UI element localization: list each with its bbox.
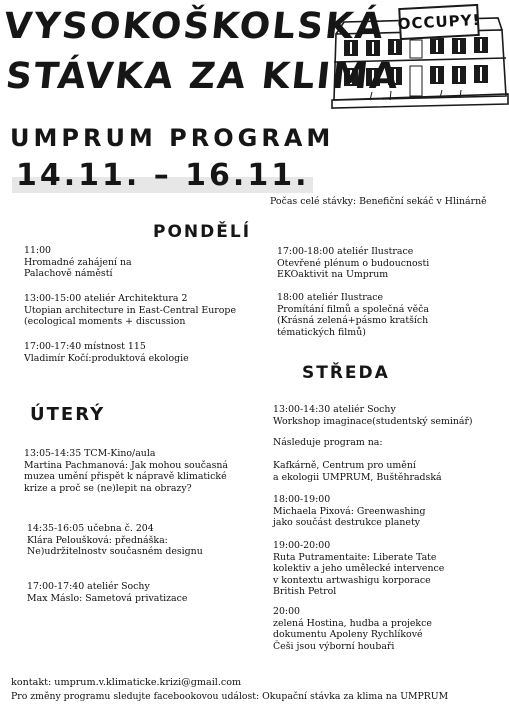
event-line: Otevřené plénum o budoucnosti xyxy=(277,257,430,269)
monday-event-1 xyxy=(24,245,132,280)
occupy-sign-text: OCCUPY! xyxy=(397,10,481,34)
program-changes-line: Pro změny programu sledujte facebookovou událost: Okupační stávka za klima na UMPRUM xyxy=(11,691,449,702)
event-line: Palachově náměstí xyxy=(24,268,113,280)
event-line: 17:00-17:40 místnost 115 xyxy=(24,341,146,352)
wednesday-event-6 xyxy=(273,606,432,652)
event-line: zelená Hostina, hudba a projekce xyxy=(273,617,432,629)
tuesday-event-2 xyxy=(27,523,203,558)
date-range-text: 14.11. – 16.11. xyxy=(12,158,313,193)
event-line: Vladimír Kočí:produktová ekologie xyxy=(24,352,189,364)
event-line: (ecological moments + discussion xyxy=(24,316,186,328)
event-line: Češi jsou výborní houbaři xyxy=(273,640,395,652)
tuesday-event-3 xyxy=(27,581,187,604)
wednesday-event-5 xyxy=(273,540,444,598)
monday-event-3 xyxy=(24,341,189,364)
event-line: 13:00-15:00 ateliér Architektura 2 xyxy=(24,293,188,304)
event-line: 18:00 ateliér Ilustrace xyxy=(277,292,384,303)
event-line: Martina Pachmanová: Jak mohou současná xyxy=(24,459,229,471)
tuesday-event-1 xyxy=(24,448,228,494)
event-line: 19:00-20:00 xyxy=(273,540,331,551)
event-line: Kafkárně, Centrum pro umění xyxy=(273,460,416,471)
title-line-3: UMPRUM PROGRAM xyxy=(10,124,335,152)
event-line: 17:00-17:40 ateliér Sochy xyxy=(27,581,150,592)
event-line: British Petrol xyxy=(273,586,337,598)
event-line: Utopian architecture in East-Central Europe xyxy=(24,304,236,316)
event-line: 11:00 xyxy=(24,245,52,256)
contact-line: kontakt: umprum.v.klimaticke.krizi@gmail.com xyxy=(11,677,242,688)
wednesday-event-4 xyxy=(273,494,425,529)
event-line: Ne)udržitelnostv současném designu xyxy=(27,546,203,558)
wednesday-event-1 xyxy=(273,404,473,427)
wednesday-event-3 xyxy=(273,460,442,483)
event-line: (Krásná zelená+pásmo kratších xyxy=(277,315,429,327)
event-line: Hromadné zahájení na xyxy=(24,256,132,268)
event-line: 13:05-14:35 TCM-Kino/aula xyxy=(24,448,156,459)
day-heading-tuesday: ÚTERÝ xyxy=(30,404,106,425)
occupy-sign xyxy=(398,4,480,40)
wednesday-event-2 xyxy=(273,437,382,449)
event-line: EKOaktivit na Umprum xyxy=(277,269,389,281)
event-line: Workshop imaginace(studentský seminář) xyxy=(273,415,473,427)
day-heading-monday: PONDĚLÍ xyxy=(153,222,252,242)
event-line: tématických filmů) xyxy=(277,326,366,338)
event-line: 20:00 xyxy=(273,606,301,617)
event-line: jako součást destrukce planety xyxy=(273,517,421,529)
event-line: Klára Peloušková: přednáška: xyxy=(27,534,168,546)
monday-event-4 xyxy=(277,246,429,281)
event-line: Promítání filmů a společná věča xyxy=(277,303,429,315)
date-range xyxy=(12,158,313,193)
monday-event-5 xyxy=(277,292,429,338)
event-line: 14:35-16:05 učebna č. 204 xyxy=(27,523,154,534)
day-heading-wednesday: STŘEDA xyxy=(302,363,390,383)
event-line: Ruta Putramentaite: Liberate Tate xyxy=(273,551,437,563)
all-strike-note: Počas celé stávky: Benefiční sekáč v Hlinárně xyxy=(270,196,487,207)
event-line: dokumentu Apoleny Rychlíkové xyxy=(273,629,423,641)
event-line: 13:00-14:30 ateliér Sochy xyxy=(273,404,396,415)
event-line: Max Máslo: Sametová privatizace xyxy=(27,592,188,604)
title-line-2: STÁVKA ZA KLIMA xyxy=(3,56,402,97)
monday-event-2 xyxy=(24,293,236,328)
event-line: krize a proč se (ne)lepit na obrazy? xyxy=(24,482,192,494)
event-line: kolektiv a jeho umělecké intervence xyxy=(273,563,445,575)
title-line-1: VYSOKOŠKOLSKÁ xyxy=(1,6,387,47)
event-line: v kontextu artwashigu korporace xyxy=(273,574,431,586)
event-line: muzea umění přispět k nápravě klimatické xyxy=(24,471,227,483)
event-line: a ekologii UMPRUM, Buštěhradská xyxy=(273,471,442,483)
event-line: 18:00-19:00 xyxy=(273,494,331,505)
event-line: Michaela Pixová: Greenwashing xyxy=(273,505,426,517)
event-line: Následuje program na: xyxy=(273,437,383,448)
event-line: 17:00-18:00 ateliér Ilustrace xyxy=(277,246,414,257)
